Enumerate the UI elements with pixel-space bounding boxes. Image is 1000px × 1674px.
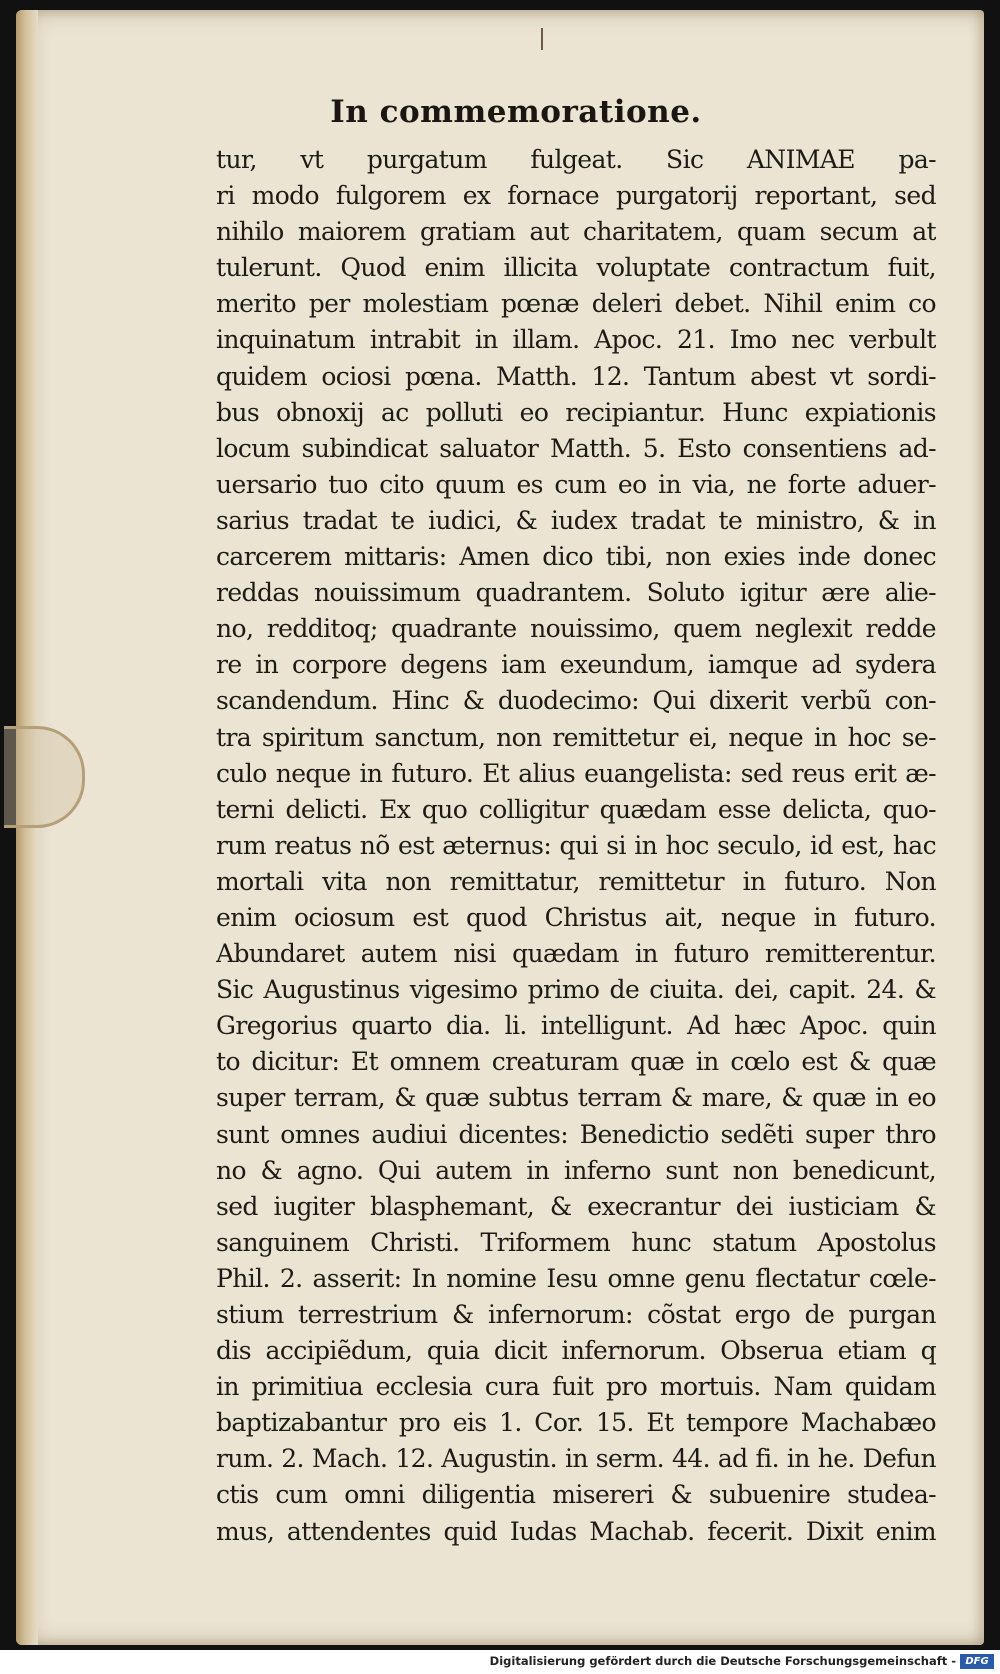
text-line: ri modo fulgorem ex fornace purgatorij reportant, sed xyxy=(216,181,936,211)
text-line: quidem ociosi pœna. Matth. 12. Tantum abest vt sordi- xyxy=(216,361,936,391)
text-line: mortali vita non remittatur, remittetur in futuro. Non xyxy=(216,866,936,896)
text-line: Sic Augustinus vigesimo primo de ciuita. dei, capit. 24. & xyxy=(216,975,936,1005)
text-line: culo neque in futuro. Et alius euangelista: sed reus erit æ- xyxy=(216,758,936,788)
text-line: sed iugiter blasphemant, & execrantur dei iusticiam & xyxy=(216,1191,936,1221)
text-line: nihilo maiorem gratiam aut charitatem, quam secum at xyxy=(216,217,936,247)
text-line: Abundaret autem nisi quædam in futuro remitterentur. xyxy=(216,939,936,969)
text-line: mus, attendentes quid Iudas Machab. fecerit. Dixit enim xyxy=(216,1516,936,1546)
text-line: Phil. 2. asserit: In nomine Iesu omne genu flectatur cœle- xyxy=(216,1263,936,1293)
text-line: no & agno. Qui autem in inferno sunt non benedicunt, xyxy=(216,1155,936,1185)
text-line: tur, vt purgatum fulgeat. Sic ANIMAE pa- xyxy=(216,145,936,174)
text-line: dis accipiẽdum, quia dicit infernorum. Obserua etiam q xyxy=(216,1336,936,1366)
text-line: to dicitur: Et omnem creaturam quæ in cœlo est & quæ xyxy=(216,1047,936,1077)
page-mark xyxy=(541,28,543,50)
text-line: carcerem mittaris: Amen dico tibi, non exies inde donec xyxy=(216,542,936,572)
text-line: in primitiua ecclesia cura fuit pro mortuis. Nam quidam xyxy=(216,1372,936,1402)
text-line: locum subindicat saluator Matth. 5. Esto consentiens ad- xyxy=(216,433,936,463)
footer-bar xyxy=(0,1650,1000,1674)
text-line: uersario tuo cito quum es cum eo in via, ne forte aduer- xyxy=(216,469,936,499)
text-line: sarius tradat te iudici, & iudex tradat te ministro, & in xyxy=(216,505,936,535)
text-line: stium terrestrium & infernorum: cõstat ergo de purgan xyxy=(216,1300,936,1329)
text-line: tulerunt. Quod enim illicita voluptate contractum fuit, xyxy=(216,253,936,283)
text-line: super terram, & quæ subtus terram & mare, & quæ in eo xyxy=(216,1083,936,1113)
text-line: Gregorius quarto dia. li. intelligunt. Ad hæc Apoc. quin xyxy=(216,1011,936,1041)
text-line: baptizabantur pro eis 1. Cor. 15. Et tempore Machabæo xyxy=(216,1408,936,1438)
text-line: tra spiritum sanctum, non remittetur ei, neque in hoc se- xyxy=(216,722,936,752)
footer-credit: Digitalisierung gefördert durch die Deutsche Forschungsgemeinschaft - xyxy=(489,1654,956,1668)
text-line: re in corpore degens iam exeundum, iamque ad sydera xyxy=(216,650,936,680)
running-head: In commemoratione. xyxy=(330,94,702,130)
text-line: rum. 2. Mach. 12. Augustin. in serm. 44. ad fi. in he. Defun xyxy=(216,1444,936,1474)
text-line: bus obnoxij ac polluti eo recipiantur. Hunc expiationis xyxy=(216,397,936,427)
text-line: ctis cum omni diligentia misereri & subuenire studea- xyxy=(216,1480,936,1510)
text-line: sanguinem Christi. Triformem hunc statum Apostolus xyxy=(216,1227,936,1257)
text-line: rum reatus nõ est æternus: qui si in hoc seculo, id est, hac xyxy=(216,830,936,860)
text-line: no, redditoq; quadrante nouissimo, quem neglexit redde xyxy=(216,614,936,644)
text-line: enim ociosum est quod Christus ait, neque in futuro. xyxy=(216,902,936,932)
book-clasp-shadow xyxy=(4,726,85,828)
text-line: reddas nouissimum quadrantem. Soluto igitur ære alie- xyxy=(216,578,936,608)
text-line: merito per molestiam pœnæ deleri debet. Nihil enim co xyxy=(216,289,936,319)
dfg-logo-icon[interactable]: DFG xyxy=(960,1654,994,1669)
book-page xyxy=(16,10,984,1645)
text-line: terni delicti. Ex quo colligitur quædam esse delicta, quo- xyxy=(216,794,936,824)
text-line: scandendum. Hinc & duodecimo: Qui dixerit verbũ con- xyxy=(216,686,936,716)
text-line: sunt omnes audiui dicentes: Benedictio sedẽti super thro xyxy=(216,1119,936,1149)
body-text xyxy=(216,142,936,1550)
text-line: inquinatum intrabit in illam. Apoc. 21. Imo nec verbult xyxy=(216,325,936,355)
